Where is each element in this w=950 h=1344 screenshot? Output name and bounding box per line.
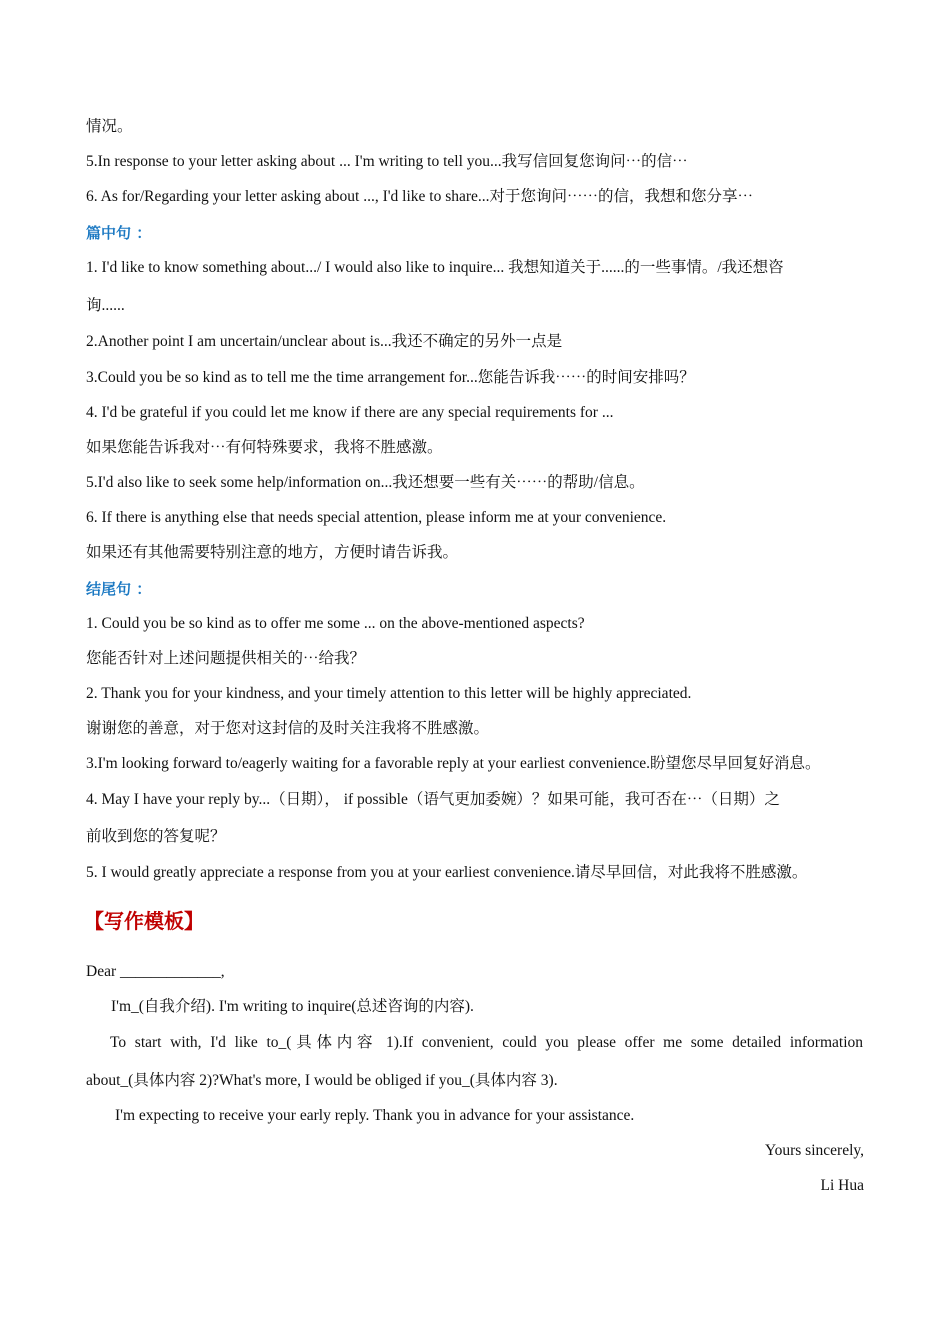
text-line: 谢谢您的善意，对于您对这封信的及时关注我将不胜感激。: [86, 720, 490, 737]
letter-paragraph-3: I'm expecting to receive your early reply. Thank you in advance for your assistance.: [115, 1107, 635, 1124]
text-line: 5. I would greatly appreciate a response from you at your earliest convenience.请尽早回信，对此我将不胜感激。: [86, 864, 808, 881]
text-line: 3.Could you be so kind as to tell me the time arrangement for...您能告诉我⋯⋯的时间安排吗？: [86, 369, 695, 386]
text-line: 5.In response to your letter asking about ... I'm writing to tell you...我写信回复您询问⋯的信⋯: [86, 153, 688, 170]
text-line: 您能否针对上述问题提供相关的⋯给我？: [86, 650, 366, 667]
text-line: 1. I'd like to know something about.../ I would also like to inquire... 我想知道关于......的一些事情。/我还想咨: [86, 259, 784, 276]
letter-signature: Li Hua: [820, 1177, 864, 1194]
letter-paragraph-2-line-1: To start with, I'd like to_(具体内容 1).If convenient, could you please offer me some detailed information: [110, 1034, 863, 1051]
letter-paragraph-1: I'm_(自我介绍). I'm writing to inquire(总述咨询的内容).: [111, 998, 474, 1015]
text-line: 询......: [86, 297, 125, 314]
text-line: 如果您能告诉我对⋯有何特殊要求，我将不胜感激。: [86, 439, 443, 456]
text-line: 前收到您的答复呢？: [86, 828, 226, 845]
text-line: 6. As for/Regarding your letter asking about ..., I'd like to share...对于您询问⋯⋯的信，我想和您分享⋯: [86, 188, 754, 205]
text-line: 4. I'd be grateful if you could let me know if there are any special requirements for ...: [86, 404, 614, 421]
text-line: 5.I'd also like to seek some help/information on...我还想要一些有关⋯⋯的帮助/信息。: [86, 474, 645, 491]
section-heading-middle: 篇中句 ：: [86, 224, 152, 242]
text-line: 3.I'm looking forward to/eagerly waiting for a favorable reply at your earliest convenience.盼望您尽早回复好消息。: [86, 755, 821, 772]
letter-closing: Yours sincerely,: [764, 1142, 864, 1159]
text-line: 6. If there is anything else that needs special attention, please inform me at your convenience.: [86, 509, 667, 526]
text-line: 4. May I have your reply by...（日期）， if possible（语气更加委婉）？如果可能，我可否在⋯（日期）之: [86, 791, 780, 808]
text-line: 如果还有其他需要特别注意的地方，方便时请告诉我。: [86, 544, 459, 561]
section-heading-ending: 结尾句 ：: [86, 580, 152, 598]
letter-paragraph-2-line-2: about_(具体内容 2)?What's more, I would be obliged if you_(具体内容 3).: [86, 1072, 558, 1089]
text-line: 2. Thank you for your kindness, and your timely attention to this letter will be highly appreciated.: [86, 685, 692, 702]
letter-salutation: Dear _____________,: [86, 963, 225, 980]
text-line: 1. Could you be so kind as to offer me some ... on the above-mentioned aspects?: [86, 615, 585, 632]
text-line: 2.Another point I am uncertain/unclear about is...我还不确定的另外一点是: [86, 333, 563, 350]
template-heading: 【写作模板】: [84, 909, 204, 933]
text-line: 情况。: [86, 118, 133, 135]
